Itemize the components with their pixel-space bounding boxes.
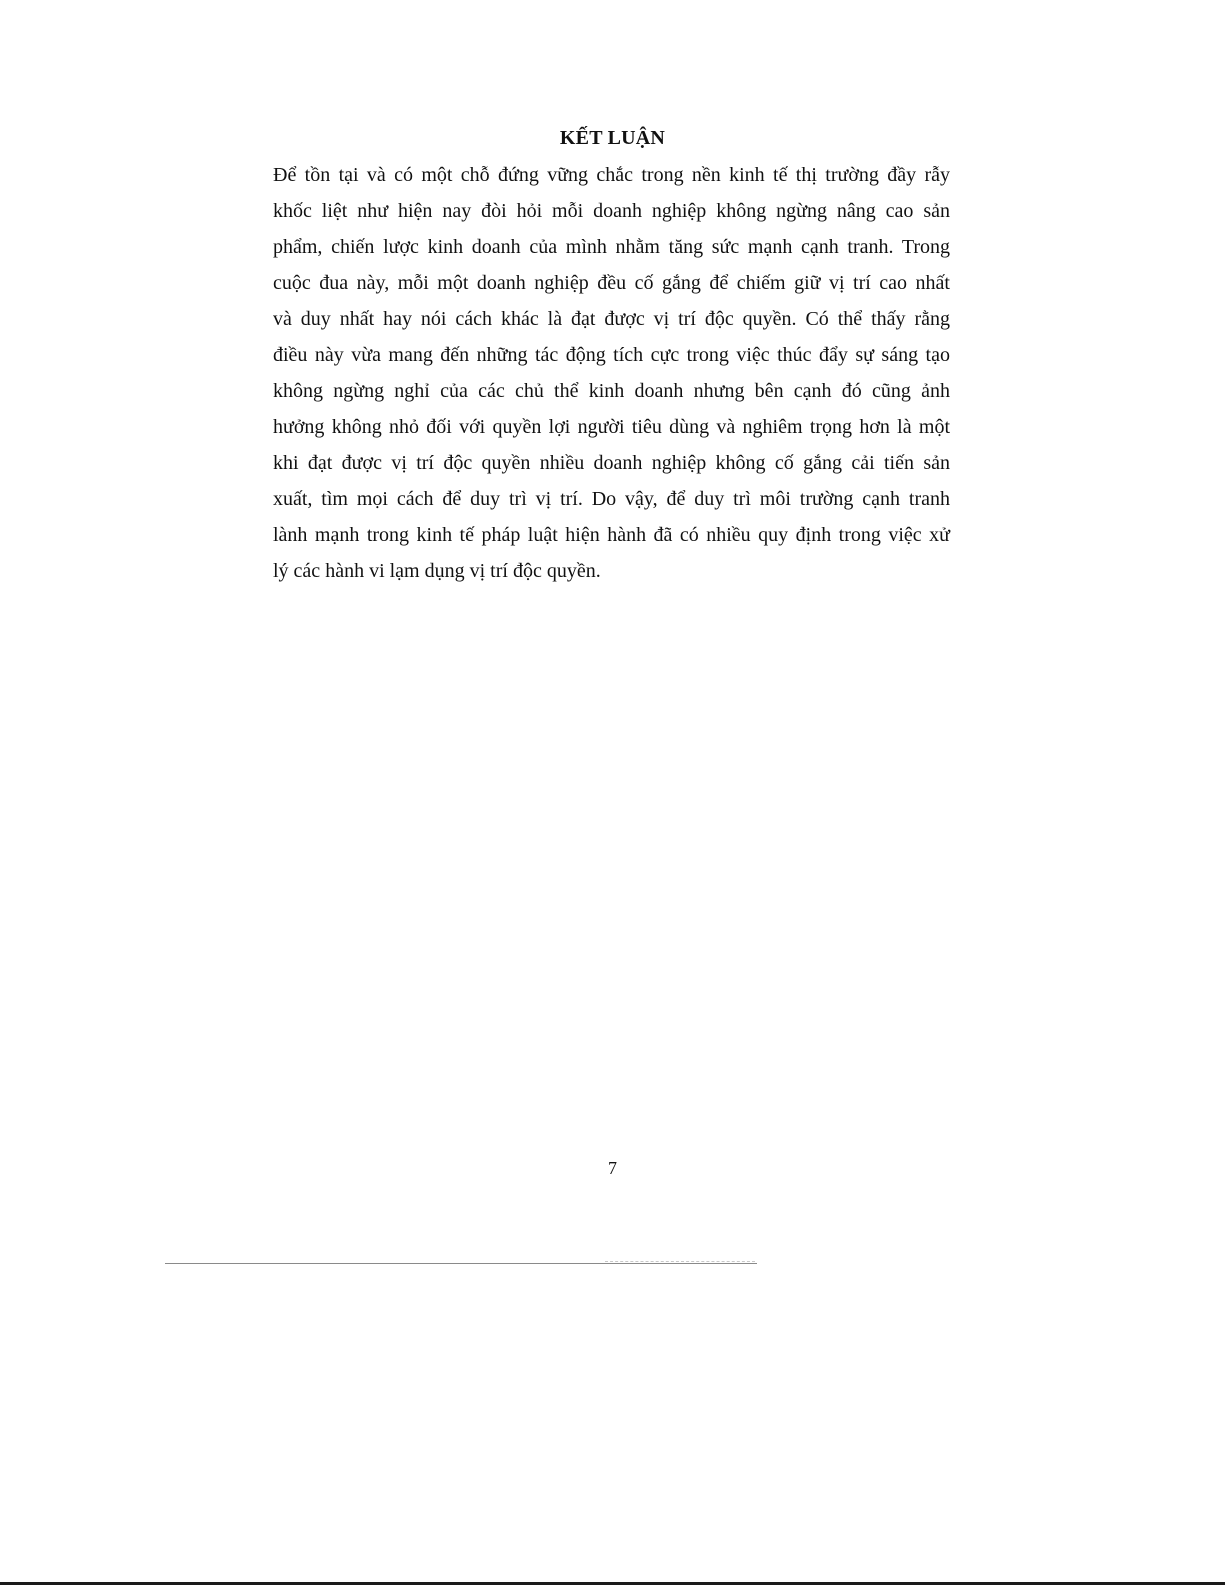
- paragraph-line: lành mạnh trong kinh tế pháp luật hiện hành đã có nhiều quy định trong việc xử: [273, 524, 950, 546]
- paragraph-line: điều này vừa mang đến những tác động tích cực trong việc thúc đẩy sự sáng tạo: [273, 344, 950, 366]
- paragraph-line: hưởng không nhỏ đối với quyền lợi người tiêu dùng và nghiêm trọng hơn là một: [273, 416, 950, 438]
- footer-divider-dashes: [605, 1261, 755, 1262]
- paragraph-line: xuất, tìm mọi cách để duy trì vị trí. Do vậy, để duy trì môi trường cạnh tranh: [273, 488, 950, 510]
- page-number: 7: [608, 1158, 617, 1178]
- conclusion-paragraph: [273, 157, 950, 589]
- paragraph-line: lý các hành vi lạm dụng vị trí độc quyền.: [273, 560, 601, 582]
- paragraph-line: và duy nhất hay nói cách khác là đạt được vị trí độc quyền. Có thể thấy rằng: [273, 308, 950, 330]
- section-heading: KẾT LUẬN: [559, 127, 666, 149]
- paragraph-line: cuộc đua này, mỗi một doanh nghiệp đều cố gắng để chiếm giữ vị trí cao nhất: [273, 272, 950, 294]
- paragraph-line: khi đạt được vị trí độc quyền nhiều doanh nghiệp không cố gắng cải tiến sản: [273, 452, 950, 474]
- paragraph-line: không ngừng nghỉ của các chủ thể kinh doanh nhưng bên cạnh đó cũng ảnh: [273, 380, 950, 402]
- paragraph-line: phẩm, chiến lược kinh doanh của mình nhằm tăng sức mạnh cạnh tranh. Trong: [273, 236, 950, 258]
- paragraph-line: Để tồn tại và có một chỗ đứng vững chắc trong nền kinh tế thị trường đầy rẫy: [273, 164, 950, 186]
- paragraph-line: khốc liệt như hiện nay đòi hỏi mỗi doanh nghiệp không ngừng nâng cao sản: [273, 200, 950, 222]
- footer-divider: [165, 1263, 757, 1264]
